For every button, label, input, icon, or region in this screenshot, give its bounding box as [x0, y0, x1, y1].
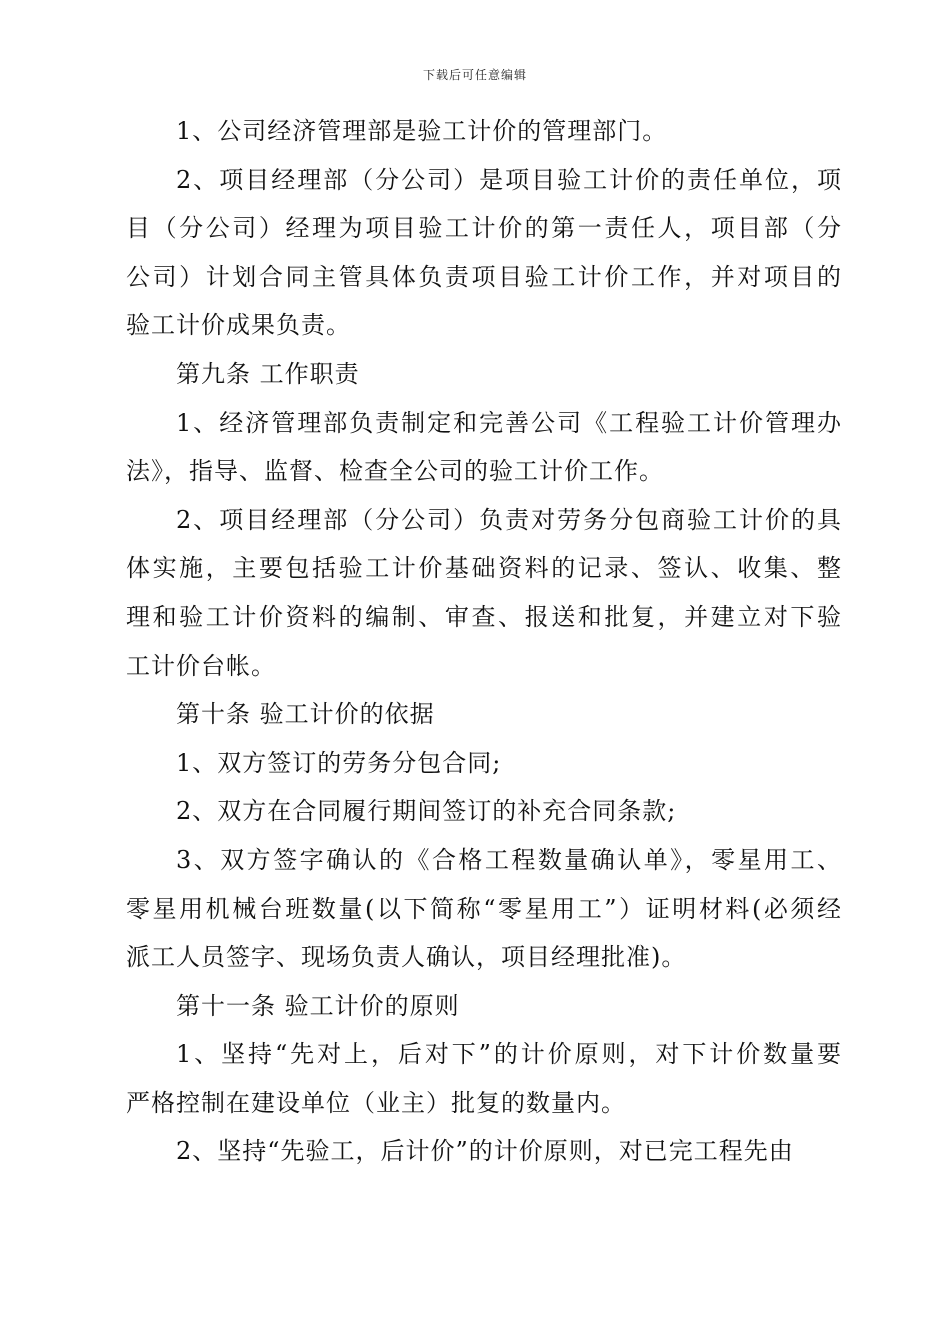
paragraph-line: 工计价台帐。 — [126, 651, 276, 680]
paragraph-1 — [126, 107, 842, 156]
paragraph-line: 2、双方在合同履行期间签订的补充合同条款; — [176, 797, 677, 826]
section-heading-text: 第九条 工作职责 — [176, 359, 360, 388]
paragraph-5 — [126, 739, 842, 788]
paragraph-4 — [126, 496, 842, 690]
section-heading-text: 第十一条 验工计价的原则 — [176, 991, 460, 1020]
paragraph-line: 2、项目经理部（分公司）是项目验工计价的责任单位，项 — [176, 165, 842, 194]
paragraph-line: 1、坚持“先对上，后对下”的计价原则，对下计价数量要 — [176, 1040, 842, 1069]
paragraph-3 — [126, 399, 842, 496]
paragraph-line: 2、坚持“先验工，后计价”的计价原则，对已完工程先由 — [176, 1137, 794, 1166]
paragraph-line: 2、项目经理部（分公司）负责对劳务分包商验工计价的具 — [176, 505, 842, 534]
paragraph-7 — [126, 836, 842, 982]
paragraph-line: 零星用机械台班数量(以下简称“零星用工”）证明材料(必须经 — [126, 894, 842, 923]
paragraph-line: 目（分公司）经理为项目验工计价的第一责任人，项目部（分 — [126, 214, 842, 243]
paragraph-line: 法》，指导、监督、检查全公司的验工计价工作。 — [126, 457, 664, 486]
section-heading-11 — [126, 982, 842, 1031]
paragraph-6 — [126, 787, 842, 836]
paragraph-line: 理和验工计价资料的编制、审查、报送和批复，并建立对下验 — [126, 602, 842, 631]
paragraph-line: 验工计价成果负责。 — [126, 311, 351, 340]
document-body — [126, 107, 842, 1176]
section-heading-10 — [126, 690, 842, 739]
paragraph-line: 派工人员签字、现场负责人确认，项目经理批准)。 — [126, 943, 687, 972]
paragraph-8 — [126, 1030, 842, 1127]
paragraph-line: 1、双方签订的劳务分包合同; — [176, 748, 502, 777]
paragraph-line: 严格控制在建设单位（业主）批复的数量内。 — [126, 1088, 626, 1117]
paragraph-9 — [126, 1127, 842, 1176]
paragraph-line: 公司）计划合同主管具体负责项目验工计价工作，并对项目的 — [126, 262, 842, 291]
header-note: 下载后可任意编辑 — [422, 68, 527, 82]
section-heading-9 — [126, 350, 842, 399]
paragraph-2 — [126, 156, 842, 350]
section-heading-text: 第十条 验工计价的依据 — [176, 700, 435, 729]
paragraph-line: 体实施，主要包括验工计价基础资料的记录、签认、收集、整 — [126, 554, 842, 583]
paragraph-line: 1、公司经济管理部是验工计价的管理部门。 — [176, 117, 668, 145]
paragraph-line: 3、双方签字确认的《合格工程数量确认单》，零星用工、 — [176, 845, 842, 874]
paragraph-line: 1、经济管理部负责制定和完善公司《工程验工计价管理办 — [176, 408, 842, 437]
